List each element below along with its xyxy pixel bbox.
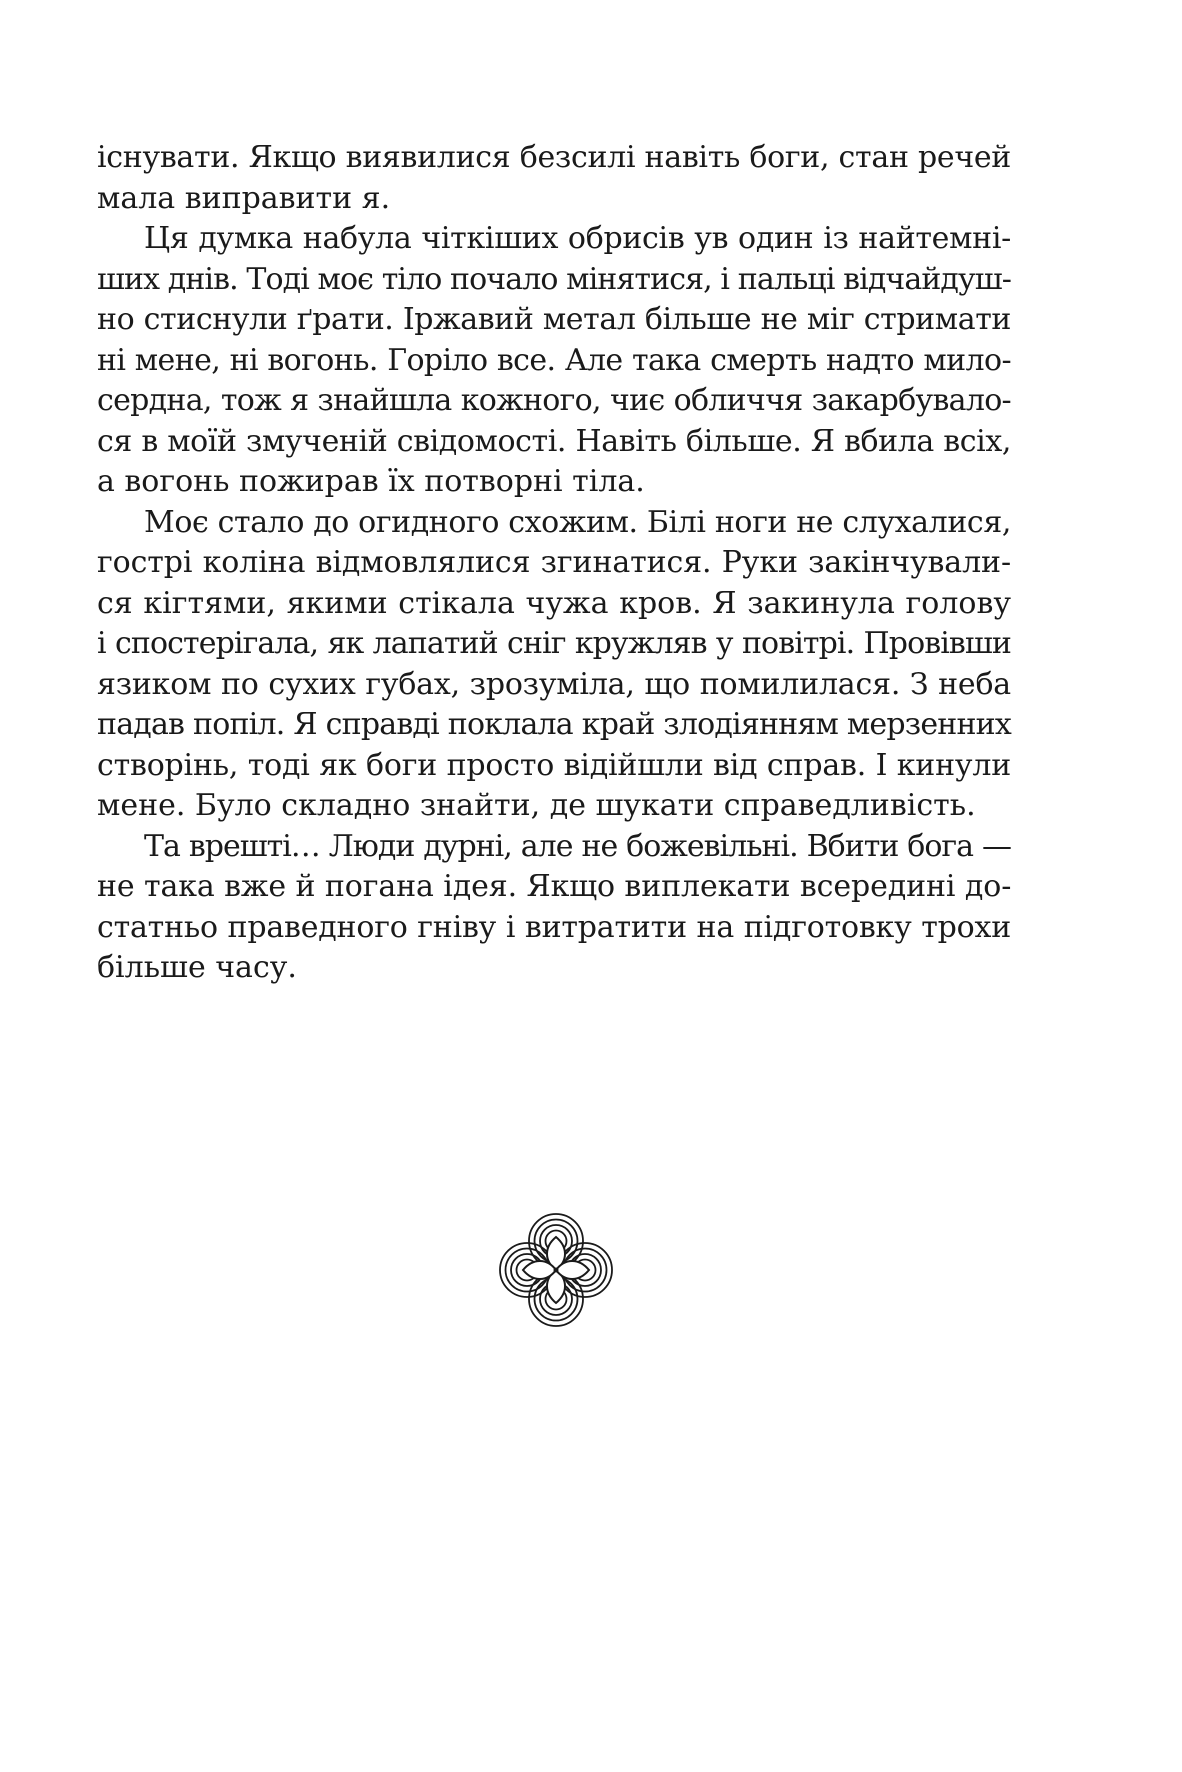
text-line: ся в моїй змученій свідомості. Навіть більше. Я вбила всіх, [97,423,1011,459]
text-line: і спостерігала, як лапатий сніг кружляв у повітрі. Провівши [97,626,1011,661]
text-line: мене. Було складно знайти, де шукати справедливість. [97,788,976,823]
body-text [97,138,1011,989]
paragraph [97,219,1011,503]
text-line: падав попіл. Я справді поклала край злодіянням мерзенних [97,707,1011,742]
text-line: язиком по сухих губах, зрозуміла, що помилилася. З неба [97,666,1011,702]
text-line: більше часу. [97,950,297,985]
text-line: ших днів. Тоді моє тіло почало мінятися, і пальці відчайдуш- [97,261,1011,297]
text-line: Та врешті… Люди дурні, але не божевільні. Вбити бога — [144,828,1011,864]
text-line: не така вже й погана ідея. Якщо виплекати всередині до- [97,869,1012,904]
text-line: існувати. Якщо виявилися безсилі навіть боги, стан речей [97,140,1011,175]
text-line: но стиснули ґрати. Іржавий метал більше не міг стримати [97,302,1011,337]
text-line: створінь, тоді як боги просто відійшли від справ. І кинули [97,747,1011,783]
text-line: Ця думка набула чіткіших обрисів ув один із найтемні- [144,221,1011,256]
text-line: ся кігтями, якими стікала чужа кров. Я закинула голову [97,585,1011,621]
text-line: а вогонь пожирав їх потворні тіла. [97,464,645,499]
text-line: статньо праведного гніву і витратити на підготовку трохи [97,909,1011,945]
text-line: гострі коліна відмовлялися згинатися. Руки закінчували- [97,545,1011,580]
paragraph [97,827,1011,989]
paragraph [97,503,1011,827]
text-line: Моє стало до огидного схожим. Білі ноги не слухалися, [144,504,1011,540]
floral-rosette-icon [499,1213,613,1327]
text-line: мала виправити я. [97,180,391,216]
text-line: ні мене, ні вогонь. Горіло все. Але така смерть надто мило- [97,342,1011,378]
paragraph [97,138,1011,219]
text-line: сердна, тож я знайшла кожного, чиє обличчя закарбувало- [97,383,1011,418]
